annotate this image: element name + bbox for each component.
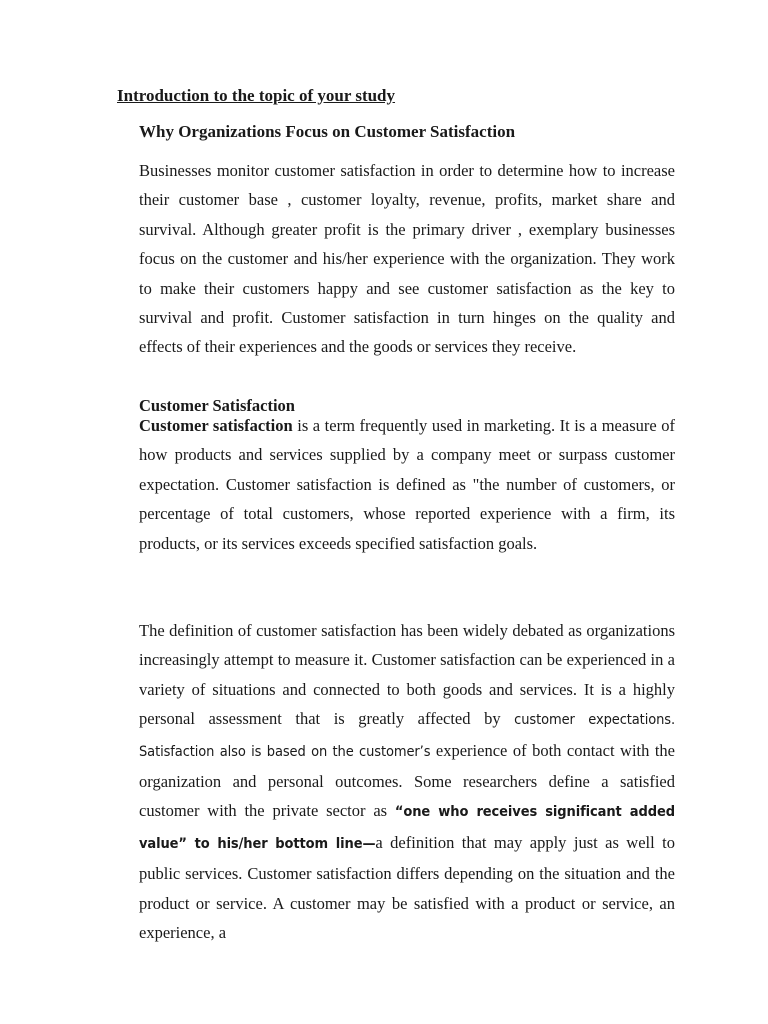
paragraph-debate-part3: experience of both contact with the organization and personal outcomes. Some researchers define a satisfied customer with the private sector as — [139, 740, 676, 821]
paragraph-definition-body: is a term frequently used in marketing. It is a measure of how products and services supplied by a company meet or surpass customer expectation. Customer satisfaction is defined as "the number of customers, or percentage of total customers, whose reported experience with a firm, its products, or its services exceeds specified satisfaction goals. — [139, 416, 675, 553]
paragraph-debate-part1: The definition of customer satisfaction has been widely debated as organizations increasingly attempt to measure it. Customer satisfaction can be experienced in a variety of situations and connected to both goods and services. It is a highly personal assessment that is greatly affected by — [139, 621, 675, 729]
paragraph-debate-quote: “one who receives significant added value” to his/her bottom line— — [139, 804, 675, 852]
page-title: Introduction to the topic of your study — [117, 86, 396, 105]
paragraph-why-focus: Businesses monitor customer satisfaction in order to determine how to increase their customer base , customer loyalty, revenue, profits, market share and survival. Although greater profit is the primary driver , exemplary businesses focus on the customer and his/her experience with the organization. They work to make their customers happy and see customer satisfaction as the key to survival and profit. Customer satisfaction in turn hinges on the quality and effects of their experiences and the goods or services they receive. — [139, 161, 675, 357]
paragraph-lead-term: Customer satisfaction — [139, 416, 293, 435]
paragraph-debate-part5: a definition that may apply just as well to public services. Customer satisfaction differs depending on the situation and the product or service. A customer may be satisfied with a product or service, an experience, a — [139, 832, 675, 943]
paragraph-debate-part2: customer expectations. Satisfaction also is based on the customer’s — [139, 712, 676, 760]
paragraph-definition — [139, 411, 675, 558]
paragraph-debate — [139, 616, 675, 947]
section-subtitle: Why Organizations Focus on Customer Satisfaction — [139, 122, 516, 141]
section-heading-customer-satisfaction: Customer Satisfaction — [139, 396, 295, 415]
